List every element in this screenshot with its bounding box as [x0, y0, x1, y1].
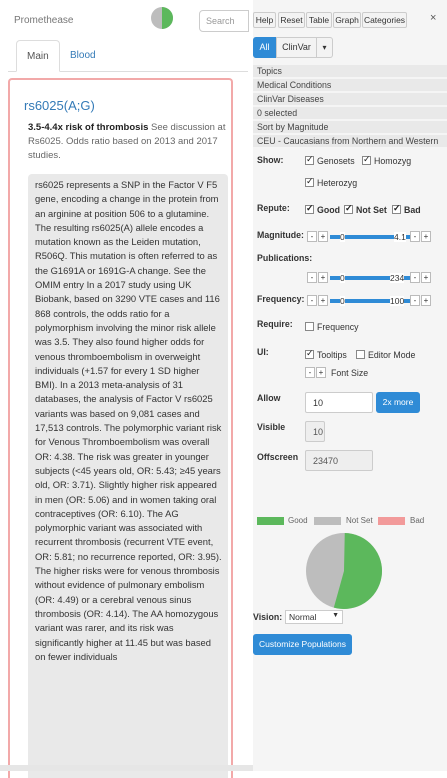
app-brand: Promethease	[14, 15, 74, 26]
allow-label: Allow	[257, 393, 281, 403]
snp-summary	[28, 121, 228, 163]
tab-bar	[8, 40, 248, 72]
repute-good-checkbox[interactable]	[305, 205, 340, 215]
summary-pie-icon	[150, 6, 174, 30]
customize-populations-button[interactable]: Customize Populations	[253, 634, 352, 655]
table-button[interactable]: Table	[306, 12, 332, 28]
checkbox-box	[392, 205, 401, 214]
magnitude-max-increment[interactable]: +	[421, 231, 431, 242]
publications-max-increment[interactable]: +	[421, 272, 431, 283]
legend-bad-label: Bad	[410, 516, 425, 525]
require-frequency-checkbox[interactable]	[305, 322, 359, 332]
checkbox-box	[305, 322, 314, 331]
filter-all-button[interactable]: All	[253, 37, 276, 58]
publications-min-increment[interactable]: +	[318, 272, 328, 283]
close-icon[interactable]: ×	[430, 12, 437, 24]
checkbox-box	[305, 178, 314, 187]
tooltips-checkbox[interactable]	[305, 350, 347, 360]
categories-button[interactable]: Categories	[362, 12, 407, 28]
repute-label: Repute:	[257, 203, 290, 213]
heterozyg-checkbox[interactable]	[305, 178, 357, 188]
filter-clinvar-button[interactable]: ClinVar	[276, 37, 317, 58]
snp-title-link[interactable]: rs6025(A;G)	[24, 98, 95, 113]
chevron-down-icon[interactable]: ▾	[317, 37, 333, 58]
help-button[interactable]: Help	[253, 12, 276, 28]
checkbox-box	[356, 350, 365, 359]
vision-label: Vision:	[253, 612, 283, 622]
checkbox-box	[305, 205, 314, 214]
checkbox-box	[305, 350, 314, 359]
homozyg-label: Homozyg	[374, 156, 412, 166]
snp-card	[8, 78, 233, 778]
magnitude-max-value: 4.1	[394, 232, 406, 242]
legend-good-label: Good	[288, 516, 308, 525]
magnitude-max-decrement[interactable]: -	[410, 231, 420, 242]
repute-not-set-label: Not Set	[356, 205, 387, 215]
require-label: Require:	[257, 319, 293, 329]
publications-min-value: 0	[340, 273, 345, 283]
homozyg-checkbox[interactable]	[362, 156, 411, 166]
legend-bad-swatch	[378, 517, 405, 525]
offscreen-label: Offscreen	[257, 452, 299, 462]
snp-summary-text: See discussion at Rs6025. Odds ratio based on 2013 and 2017 studies.	[28, 122, 226, 161]
reset-button[interactable]: Reset	[278, 12, 305, 28]
vision-select[interactable]	[285, 610, 343, 624]
double-allow-button[interactable]: 2x more	[376, 392, 420, 413]
medical-conditions-select[interactable]: Medical Conditions	[253, 79, 447, 92]
chevron-down-icon: ▼	[332, 612, 339, 619]
require-frequency-label: Frequency	[317, 322, 359, 332]
selection-count-select[interactable]: 0 selected	[253, 107, 447, 120]
population-select[interactable]: CEU - Caucasians from Northern and Western	[253, 135, 447, 148]
search-input[interactable]: Search	[199, 10, 249, 32]
vision-value: Normal	[289, 612, 317, 622]
allow-input[interactable]: 10	[305, 392, 373, 413]
frequency-min-decrement[interactable]: -	[307, 295, 317, 306]
genosets-label: Genosets	[317, 156, 355, 166]
publications-min-decrement[interactable]: -	[307, 272, 317, 283]
genosets-checkbox[interactable]	[305, 156, 355, 166]
checkbox-box	[362, 156, 371, 165]
editor-mode-checkbox[interactable]	[356, 350, 415, 360]
font-size-increment[interactable]: +	[316, 367, 326, 378]
checkbox-box	[305, 156, 314, 165]
frequency-max-decrement[interactable]: -	[410, 295, 420, 306]
magnitude-label: Magnitude:	[257, 230, 304, 240]
frequency-max-value: 100	[390, 296, 405, 306]
magnitude-min-decrement[interactable]: -	[307, 231, 317, 242]
frequency-label: Frequency:	[257, 294, 305, 304]
editor-mode-label: Editor Mode	[368, 350, 416, 360]
magnitude-min-increment[interactable]: +	[318, 231, 328, 242]
clinvar-diseases-select[interactable]: ClinVar Diseases	[253, 93, 447, 106]
tooltips-label: Tooltips	[317, 350, 347, 360]
font-size-decrement[interactable]: -	[305, 367, 315, 378]
frequency-min-increment[interactable]: +	[318, 295, 328, 306]
legend-not-set-label: Not Set	[346, 516, 373, 525]
visible-label: Visible	[257, 422, 286, 432]
topics-select[interactable]: Topics	[253, 65, 447, 78]
frequency-min-value: 0	[340, 296, 345, 306]
legend-good-swatch	[257, 517, 284, 525]
horizontal-scrollbar[interactable]	[0, 765, 253, 771]
ui-label: UI:	[257, 347, 269, 357]
graph-button[interactable]: Graph	[333, 12, 361, 28]
repute-pie-chart	[305, 532, 383, 610]
repute-good-label: Good	[317, 205, 340, 215]
show-label: Show:	[257, 155, 284, 165]
publications-max-value: 234	[390, 273, 405, 283]
tab-blood[interactable]: Blood	[70, 50, 96, 61]
repute-bad-checkbox[interactable]	[392, 205, 421, 215]
heterozyg-label: Heterozyg	[317, 178, 358, 188]
font-size-label: Font Size	[331, 368, 369, 378]
offscreen-count: 23470	[305, 450, 373, 471]
publications-label: Publications:	[257, 253, 313, 263]
snp-summary-headline: 3.5-4.4x risk of thrombosis	[28, 122, 149, 133]
legend-not-set-swatch	[314, 517, 341, 525]
sort-select[interactable]: Sort by Magnitude	[253, 121, 447, 134]
repute-bad-label: Bad	[404, 205, 421, 215]
repute-not-set-checkbox[interactable]	[344, 205, 387, 215]
magnitude-min-value: 0	[340, 232, 345, 242]
visible-count: 10	[305, 421, 325, 442]
tab-main[interactable]: Main	[16, 40, 60, 72]
snp-description: rs6025 represents a SNP in the Factor V F5 gene, encoding a change in the protein from an arginine at position 506 to a glutamine. The resulting rs6025(A) allele encodes a mutation known as the Leiden mutation, R506Q. This mutation is often referred to as the G1691A or 1691G-A change. See the OMIM entry In a 2017 study using UK Biobank, based on 3290 VTE cases and 116 868 controls, the odds ratio for a polymorphism involving the minor risk allele was 3.5. They also found higher odds for venous thromboembolism in overweight individuals (+1.57 for every 1 SD higher BMI). In a 2013 meta-analysis of 31 databases, the analysis of Factor V rs6025 variants was based on 9,081 cases and 17,513 controls. The polymorphic variant risk for Venous Thromboembolism was overall OR: 4.38. The risk was greater in younger subjects (<45 years old, OR: 5.43; ≥45 years old, OR: 3.71). Slightly higher risk appeared in men (OR: 5.06) and in women taking oral contraceptives (OR: 6.10). The AG polymorphic variant was associated with recurrent thrombosis (recurrent VTE event, OR: 5.81; no recurrence reported, OR: 3.95). The higher risks were for venous thrombosis without evidence of pulmonary embolism (OR: 4.49) or a cerebral venous sinus thrombosis (OR: 4.14). The AA homozygous variant was rarer, and its risk was significantly higher at 11.45 but was based on fewer individuals	[28, 174, 228, 778]
publications-max-decrement[interactable]: -	[410, 272, 420, 283]
frequency-max-increment[interactable]: +	[421, 295, 431, 306]
checkbox-box	[344, 205, 353, 214]
